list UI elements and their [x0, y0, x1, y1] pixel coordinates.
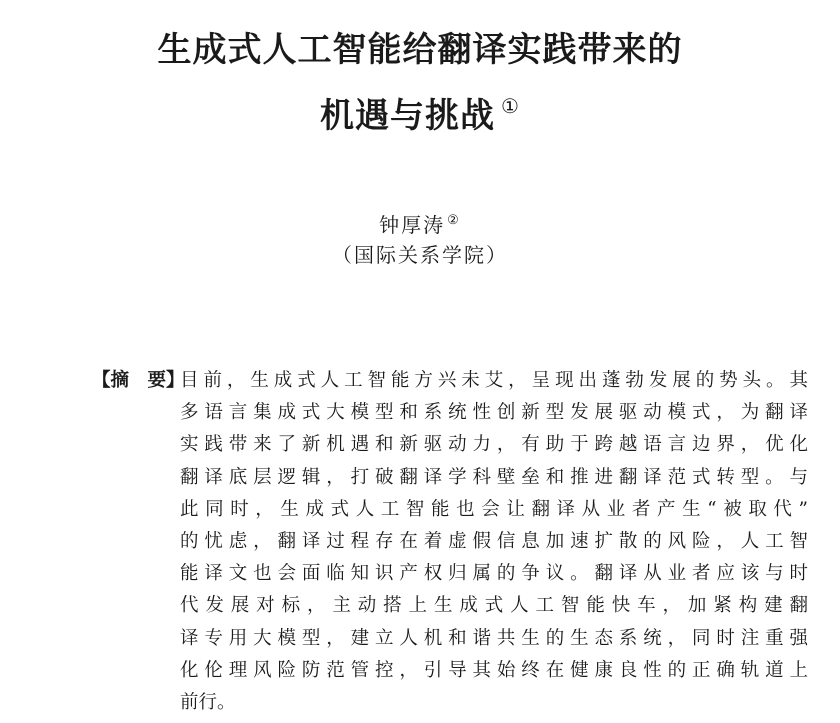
abstract-line: 多语言集成式大模型和系统性创新型发展驱动模式，为翻译	[180, 402, 808, 424]
abstract-line: 的忧虑，翻译过程存在着虚假信息加速扩散的风险，人工智	[180, 530, 808, 552]
abstract-line: 译专用大模型，建立人机和谐共生的生态系统，同时注重强	[180, 627, 808, 649]
paper-title	[0, 22, 840, 144]
abstract-line: 前行。	[180, 691, 236, 713]
abstract-section	[92, 365, 808, 719]
abstract-body	[180, 365, 808, 719]
abstract-line: 此同时，生成式人工智能也会让翻译从业者产生“被取代”	[180, 498, 808, 520]
abstract-line: 代发展对标，主动搭上生成式人工智能快车，加紧构建翻	[180, 595, 808, 617]
abstract-label: 【摘 要】	[92, 370, 185, 391]
abstract-line: 目前，生成式人工智能方兴未艾，呈现出蓬勃发展的势头。其	[180, 370, 808, 391]
title-line-2-text: 机遇与挑战	[320, 96, 496, 136]
author-footnote-mark[interactable]: ②	[447, 213, 461, 228]
abstract-line: 翻译底层逻辑，打破翻译学科壁垒和推进翻译范式转型。与	[180, 466, 808, 488]
abstract-line: 化伦理风险防范管控，引导其始终在健康良性的正确轨道上	[180, 659, 808, 681]
title-line-2	[0, 78, 840, 144]
title-line-1: 生成式人工智能给翻译实践带来的	[157, 30, 683, 70]
author-name: 钟厚涛	[379, 213, 446, 237]
author-affiliation: （国际关系学院）	[332, 243, 508, 267]
title-footnote-mark[interactable]: ①	[501, 94, 520, 118]
author-name-line	[0, 206, 840, 240]
abstract-line: 实践带来了新机遇和新驱动力，有助于跨越语言边界，优化	[180, 434, 808, 456]
abstract-line: 能译文也会面临知识产权归属的争议。翻译从业者应该与时	[180, 563, 808, 585]
